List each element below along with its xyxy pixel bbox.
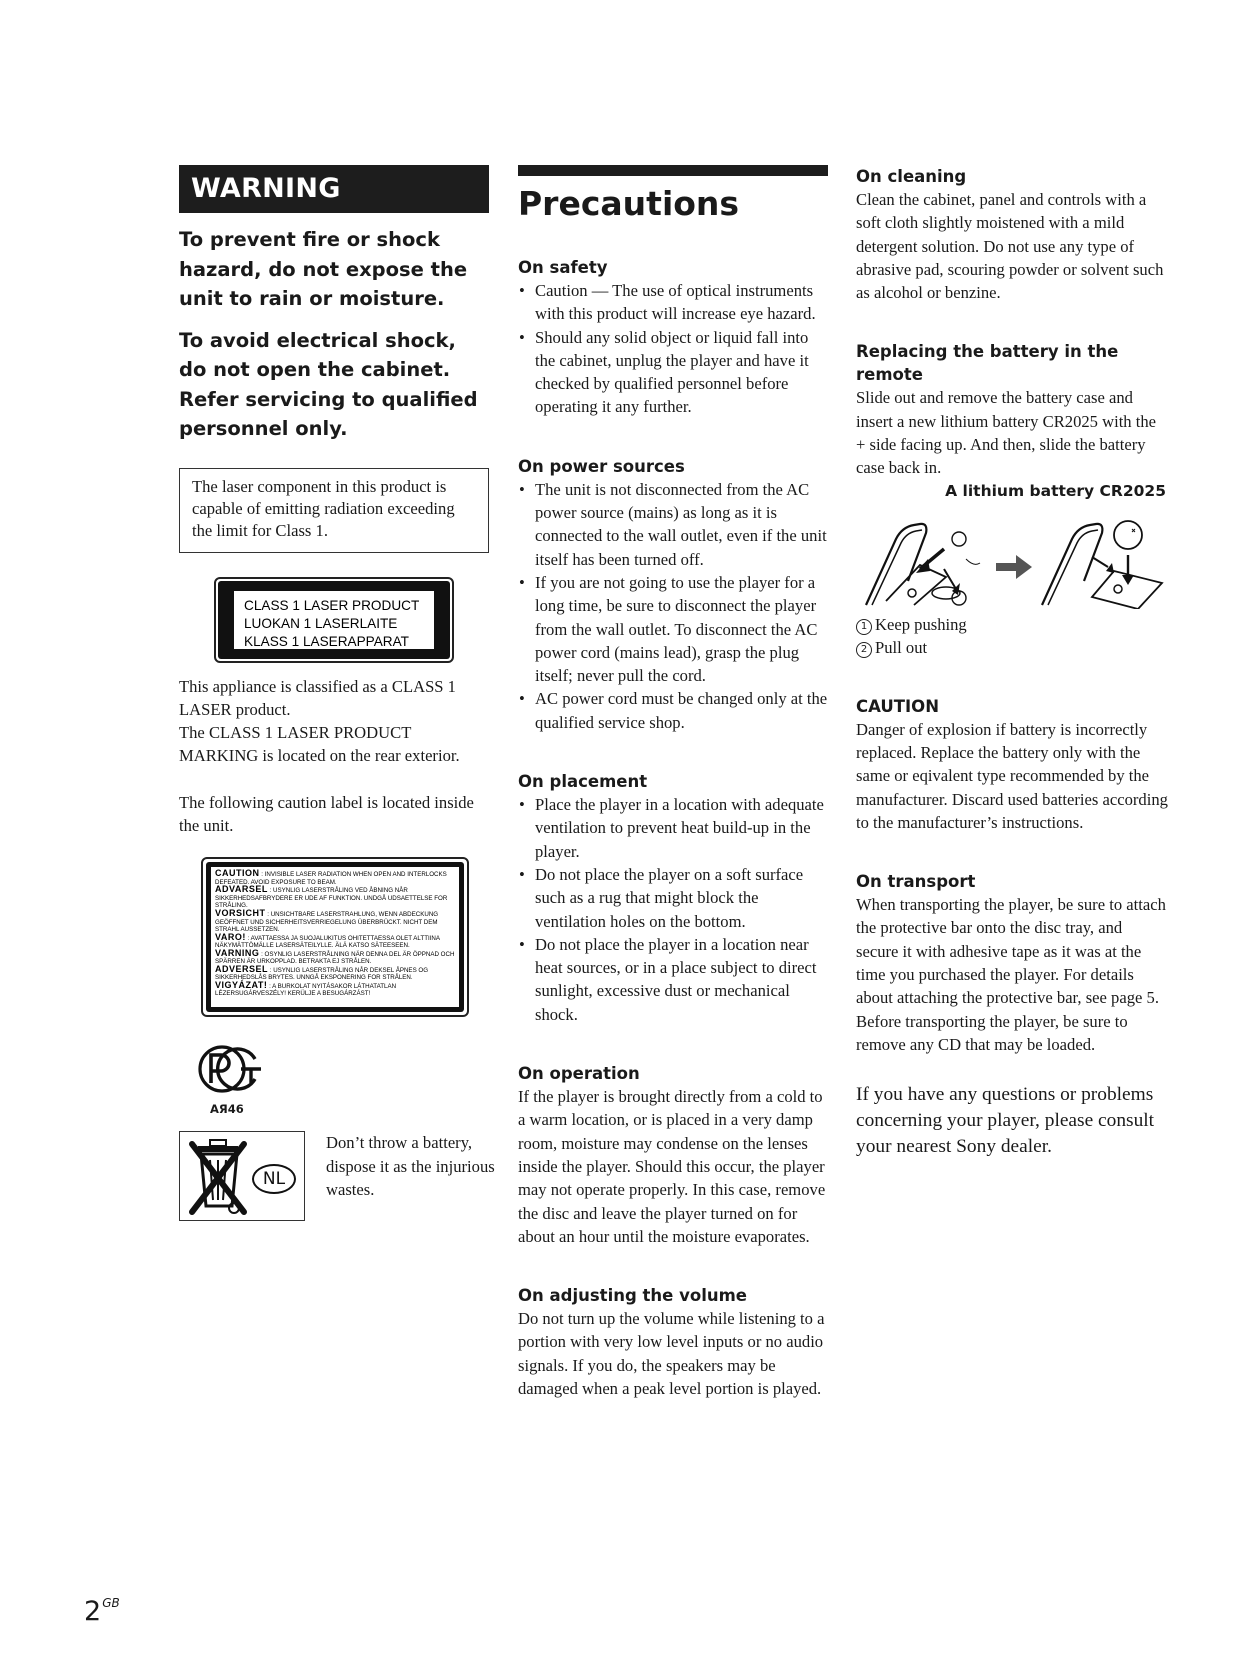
caution-label-line: ADVERSEL : USYNLIG LASERSTRÅLING NÅR DEKSEL ÅPNES OG SIKKERHEDSLÅS BRYTES. UNNGÅ EKSPONERING FOR STRÅLEN. [215,963,429,982]
section-text: Do not turn up the volume while listening to a portion with very low level inputs or no audio signals. If you do, the speakers may be damaged when a peak level portion is played. [518,1309,825,1398]
warning-fire-text: To prevent fire or shock hazard, do not expose the unit to rain or moisture. [179,228,468,310]
step-text: Keep pushing [875,614,967,634]
battery-replacement-figure [856,505,1168,609]
caution-label-line: VIGYÁZAT! : A BURKOLAT NYITÁSAKOR LÁTHATATLAN LÉZERSUGÁRVESZÉLY! KERÜLJE A BESUGÁRZÁST! [215,979,397,998]
section-on-adjusting-volume [518,1284,828,1400]
section-heading: On cleaning [856,167,967,186]
section-on-operation [518,1062,828,1248]
section-on-transport [856,870,1168,1056]
laser-component-box: The laser component in this product is capable of emitting radiation exceeding the limit for Class 1. [179,468,489,553]
warning-column [179,165,495,1226]
list-item: • Caution — The use of optical instruments with this product will increase eye hazard. [518,279,828,326]
section-text: Slide out and remove the battery case and insert a new lithium battery CR2025 with the + side facing up. And then, slide the battery case back in. [856,388,1157,478]
caution-label-line: VORSICHT : UNSICHTBARE LASERSTRAHLUNG, WENN ABDECKUNG GEÖFFNET UND SICHERHEITSVERRIEGELUNG ÜBERBRÜCKT. NICHT DEM STRAHL AUSSETZEN. [215,908,439,934]
gost-logo-icon [197,1043,263,1095]
list-item: • If you are not going to use the player for a long time, be sure to disconnect the player from the wall outlet. To disconnect the AC power cord (mains lead), grasp the plug itself; never pull the cord. [518,571,828,687]
page-number-suffix: GB [102,1596,120,1610]
section-on-power-sources [518,455,828,734]
battery-disposal-box [179,1131,305,1221]
caution-label [201,857,469,1017]
precautions-title-bar [518,165,828,176]
section-heading: CAUTION [856,696,939,716]
battery-figure-caption: A lithium battery CR2025 [945,481,1166,500]
section-on-placement [518,770,828,1026]
section-text: Before transporting the player, be sure to remove any CD that may be loaded. [856,1011,1128,1054]
step-number: 1 [856,619,872,635]
list-item: • Should any solid object or liquid fall into the cabinet, unplug the player and have it checked by qualified personnel before operating it any further. [518,326,828,419]
nl-mark-text: NL [262,1169,286,1190]
class1-marking-text: The CLASS 1 LASER PRODUCT MARKING is located on the rear exterior. [179,723,460,766]
list-item: • AC power cord must be changed only at the qualified service shop. [518,687,828,734]
section-heading: On placement [518,772,648,792]
caution-label-note: The following caution label is located inside the unit. [179,792,474,835]
section-heading: On transport [856,872,976,892]
laser-label-line: KLASS 1 LASERAPPARAT [244,633,409,649]
lithium-battery-icon [1114,521,1142,549]
gost-code: АЯ46 [210,1102,244,1117]
step-1-marker-icon [952,532,966,546]
list-item: • Do not place the player in a location near heat sources, or in a place subject to direct sunlight, excessive dust or mechanical shock. [518,933,828,1026]
section-text: Clean the cabinet, panel and controls with a soft cloth slightly moistened with a mild detergent solution. Do not use any type of abrasive pad, scouring powder or solvent such as alcohol or benzine. [856,190,1164,303]
class1-classification-text: This appliance is classified as a CLASS 1 LASER product. [179,676,456,719]
caution-label-line: VARNING : OSYNLIG LASERSTRÅLNING NÄR DENNA DEL ÄR ÖPPNAD OCH SPÄRREN ÄR URKOPPLAD. BETRAKTA EJ STRÅLEN. [215,947,455,966]
caution-label-line: CAUTION : INVISIBLE LASER RADIATION WHEN OPEN AND INTERLOCKS DEFEATED. AVOID EXPOSURE TO BEAM. [215,868,447,886]
warning-title: WARNING [179,165,489,213]
caution-label-line: ADVARSEL : USYNLIG LASERSTRÅLING VED ÅBNING NÅR SIKKERHEDSAFBRYDERE ER UDE AF FUNKTION. UNDGÅ UDSAETTELSE FOR STRÅLING. [215,884,448,910]
section-caution [856,695,1168,834]
section-on-cleaning [856,165,1168,304]
warning-shock-text: To avoid electrical shock, do not open the cabinet. Refer servicing to qualified personnel only. [179,328,478,440]
gost-certification-mark [197,1043,287,1116]
section-text: If the player is brought directly from a cold to a warm location, or is placed in a very damp room, moisture may condense on the lenses inside the player. Should this occur, the player may not operate properly. In this case, remove the disc and leave the player turned on for about an hour until the moisture evaporates. [518,1087,826,1246]
precautions-column-right [856,165,1168,1159]
caution-label-line: VARO! : AVATTAESSA JA SUOJALUKITUS OHITETTAESSA OLET ALTTIINA NÄKYMÄTTÖMÄLLE LASERSÄTEILYLLE. ÄLÄ KATSO SÄTEESEEN. [215,931,440,950]
list-item: • Place the player in a location with adequate ventilation to prevent heat build-up in the player. [518,793,828,863]
step-2 [856,636,1168,659]
section-heading: On safety [518,258,608,277]
class1-laser-label [214,577,454,663]
section-replacing-battery [856,340,1168,658]
section-on-safety [518,256,828,419]
page-number: $2^{GB}$ [84,1596,120,1627]
section-heading: Replacing the battery in the remote [856,342,1119,385]
precautions-title: Precautions [518,184,740,223]
step-1 [856,613,1168,636]
list-item: • Do not place the player on a soft surface such as a rug that might block the ventilation holes on the bottom. [518,863,828,933]
list-item: • The unit is not disconnected from the AC power source (mains) as long as it is connected to the wall outlet, even if the unit itself has been turned off. [518,478,828,571]
precautions-column [518,165,828,1400]
battery-steps [856,613,1168,659]
step-text: Pull out [875,637,928,657]
section-heading: On power sources [518,456,685,476]
section-heading: On operation [518,1064,640,1084]
laser-label-line: CLASS 1 LASER PRODUCT [244,597,420,613]
section-heading: On adjusting the volume [518,1286,747,1306]
laser-label-line: LUOKAN 1 LASERLAITE [244,615,398,631]
battery-disposal-text: Don’t throw a battery, dispose it as the injurious wastes. [326,1133,495,1199]
arrow-right-icon [996,555,1032,579]
section-text: Danger of explosion if battery is incorrectly replaced. Replace the battery only with the same or eqivalent type recommended by the manufacturer. Discard used batteries according to the manufacturer’s instructions. [856,719,1168,832]
closing-contact-text: If you have any questions or problems concerning your player, please consult your nearest Sony dealer. [856,1084,1155,1157]
section-text: When transporting the player, be sure to attach the protective bar onto the disc tray, and secure it with adhesive tape as it was at the time you purchased the player. For details about attaching the protective bar, see page 5. [856,895,1166,1008]
battery-disposal-notice [179,1131,495,1226]
step-number: 2 [856,642,872,658]
